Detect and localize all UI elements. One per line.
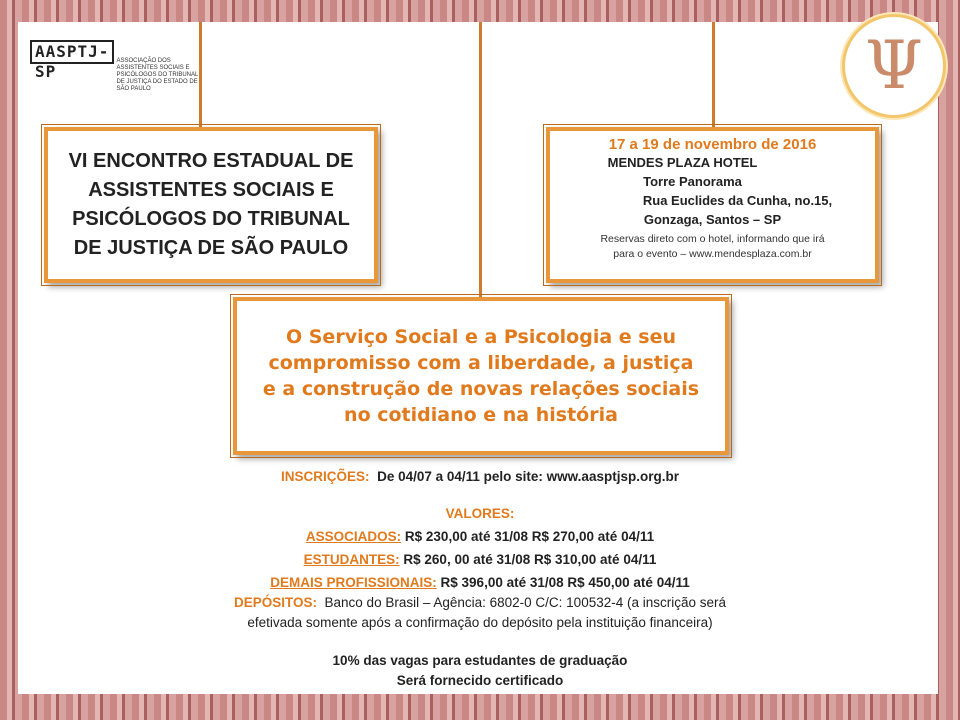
deposit-label: DEPÓSITOS: (233, 595, 318, 610)
price-label: DEMAIS PROFISSIONAIS: (270, 575, 437, 590)
reservation-note-line: Reservas direto com o hotel, informando que irá (600, 233, 825, 245)
theme-line: compromisso com a liberdade, a justiça (268, 352, 694, 374)
price-label: ESTUDANTES: (303, 552, 400, 567)
event-date: 17 a 19 de novembro de 2016 (608, 136, 817, 153)
deposit-text-2: efetivada somente após a confirmação do depósito pela instituição financeira) (247, 615, 713, 630)
pricing-section (200, 502, 760, 594)
footer-line: Será fornecido certificado (396, 673, 564, 688)
hotel-name: MENDES PLAZA HOTEL (607, 155, 758, 170)
deposit-info (180, 593, 780, 633)
theme-text (263, 324, 699, 428)
hotel-tower: Torre Panorama (643, 174, 742, 189)
pricing-heading: VALORES: (445, 506, 515, 521)
logo-mark: AASPTJ-SP (30, 40, 114, 64)
price-row-estudantes (200, 548, 760, 571)
price-values: R$ 396,00 até 31/08 R$ 450,00 até 04/11 (440, 575, 690, 590)
price-row-associados (200, 525, 760, 548)
connector-line-center (479, 22, 482, 298)
registration-text: De 04/07 a 04/11 pelo site: www.aasptjsp.org.br (377, 469, 679, 484)
deposit-text-1: Banco do Brasil – Agência: 6802-0 C/C: 100532-4 (a inscrição será (324, 595, 727, 610)
connector-line-right (712, 22, 715, 128)
price-row-demais (200, 571, 760, 594)
bottom-stripe-strip (0, 694, 960, 720)
price-label: ASSOCIADOS: (305, 529, 402, 544)
theme-box (233, 297, 729, 455)
price-values: R$ 230,00 até 31/08 R$ 270,00 até 04/11 (404, 529, 655, 544)
hotel-city: Gonzaga, Santos – SP (643, 212, 782, 227)
psi-icon: Ψ (865, 27, 923, 104)
theme-line: O Serviço Social e a Psicologia e seu (285, 326, 676, 348)
theme-line: no cotidiano e na história (344, 404, 618, 426)
reservation-note (550, 232, 875, 262)
event-info-box (546, 127, 879, 283)
event-title (69, 147, 354, 263)
title-line: DE JUSTIÇA DE SÃO PAULO (73, 237, 349, 259)
theme-line: e a construção de novas relações sociais (262, 378, 700, 400)
psi-badge (842, 14, 946, 118)
title-line: VI ENCONTRO ESTADUAL DE (68, 150, 354, 172)
registration-label: INSCRIÇÕES: (281, 469, 370, 484)
logo-subtitle: ASSOCIAÇÃO DOS ASSISTENTES SOCIAIS E PSICÓLOGOS DO TRIBUNAL DE JUSTIÇA DO ESTADO DE SÃO PAULO (116, 58, 199, 92)
title-line: PSICÓLOGOS DO TRIBUNAL (72, 208, 350, 230)
price-values: R$ 260, 00 até 31/08 R$ 310,00 até 04/11 (403, 552, 657, 567)
reservation-note-line: para o evento – www.mendesplaza.com.br (613, 248, 812, 260)
event-title-box (44, 127, 378, 283)
hotel-street: Rua Euclides da Cunha, no.15, (642, 193, 833, 208)
aasptj-logo (30, 40, 200, 112)
registration-info (200, 469, 760, 484)
footer-notes (200, 651, 760, 691)
title-line: ASSISTENTES SOCIAIS E (88, 179, 334, 201)
footer-line: 10% das vagas para estudantes de graduação (332, 653, 628, 668)
